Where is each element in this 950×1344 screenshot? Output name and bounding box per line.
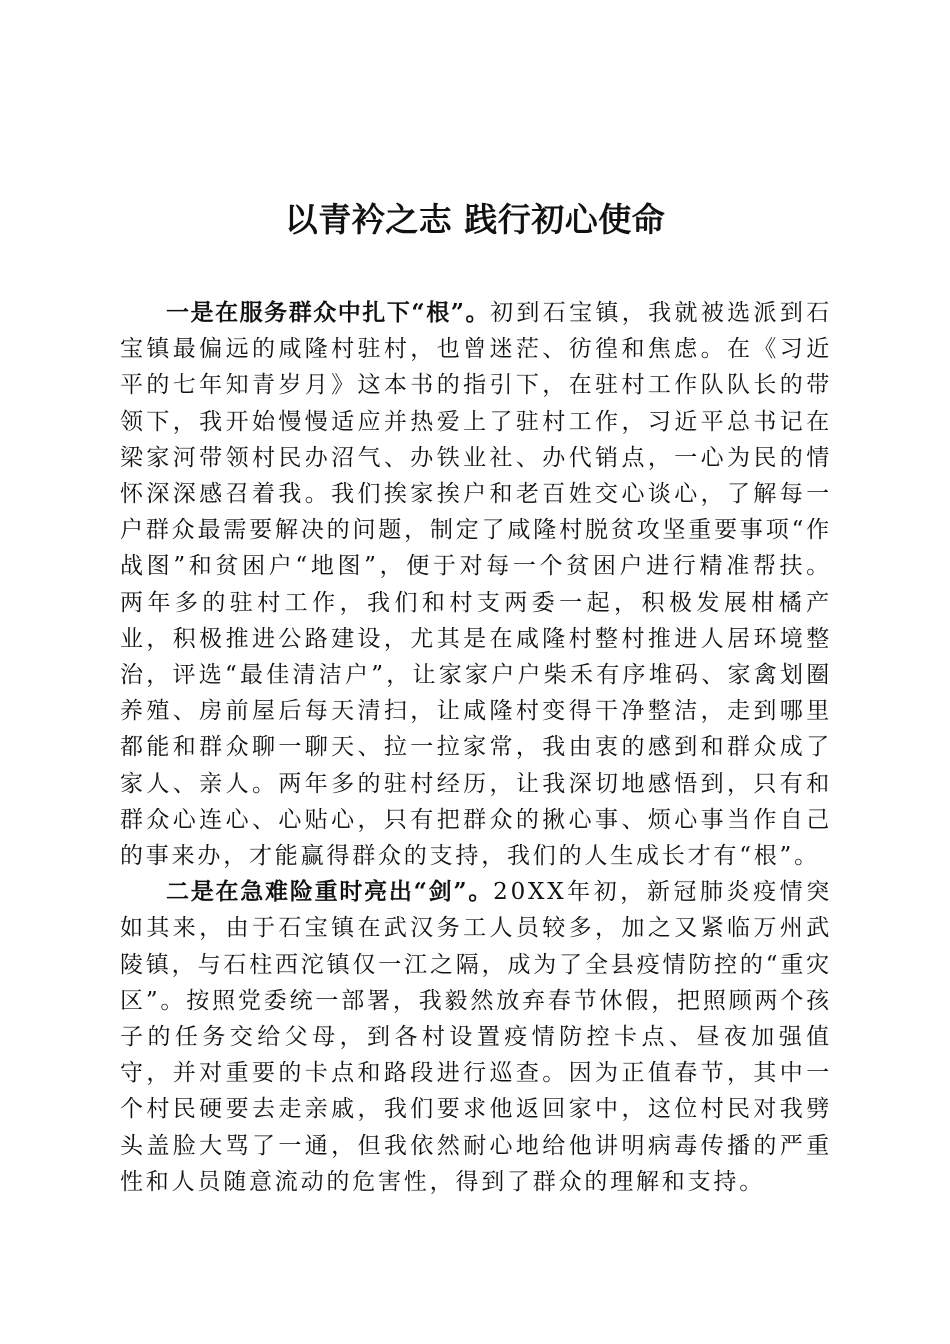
paragraph-2 bbox=[120, 874, 832, 1200]
paragraph-1-text: 初到石宝镇，我就被选派到石宝镇最偏远的咸隆村驻村，也曾迷茫、彷徨和焦虑。在《习近平的七年知青岁月》这本书的指引下，在驻村工作队队长的带领下，我开始慢慢适应并热爱上了驻村工作，习近平总书记在梁家河带领村民办沼气、办铁业社、办代销点，一心为民的情怀深深感召着我。我们挨家挨户和老百姓交心谈心，了解每一户群众最需要解决的问题，制定了咸隆村脱贫攻坚重要事项“作战图”和贫困户“地图”，便于对每一个贫困户进行精准帮扶。两年多的驻村工作，我们和村支两委一起，积极发展柑橘产业，积极推进公路建设，尤其是在咸隆村整村推进人居环境整治，评选“最佳清洁户”，让家家户户柴禾有序堆码、家禽划圈养殖、房前屋后每天清扫，让咸隆村变得干净整洁，走到哪里都能和群众聊一聊天、拉一拉家常，我由衷的感到和群众成了家人、亲人。两年多的驻村经历，让我深切地感悟到，只有和群众心连心、心贴心，只有把群众的揪心事、烦心事当作自己的事来办，才能赢得群众的支持，我们的人生成长才有“根”。 bbox=[120, 300, 832, 870]
document-title: 以青衿之志 践行初心使命 bbox=[284, 200, 666, 239]
paragraph-2-lead: 二是在急难险重时亮出“剑”。 bbox=[166, 878, 494, 906]
document-body bbox=[120, 295, 832, 1200]
paragraph-1 bbox=[120, 295, 832, 874]
paragraph-2-text: 20XX年初，新冠肺炎疫情突如其来，由于石宝镇在武汉务工人员较多，加之又紧临万州武陵镇，与石柱西沱镇仅一江之隔，成为了全县疫情防控的“重灾区”。按照党委统一部署，我毅然放弃春节休假，把照顾两个孩子的任务交给父母，到各村设置疫情防控卡点、昼夜加强值守，并对重要的卡点和路段进行巡查。因为正值春节，其中一个村民硬要去走亲戚，我们要求他返回家中，这位村民对我劈头盖脸大骂了一通，但我依然耐心地给他讲明病毒传播的严重性和人员随意流动的危害性，得到了群众的理解和支持。 bbox=[120, 879, 833, 1195]
paragraph-1-lead: 一是在服务群众中扎下“根”。 bbox=[166, 299, 491, 326]
